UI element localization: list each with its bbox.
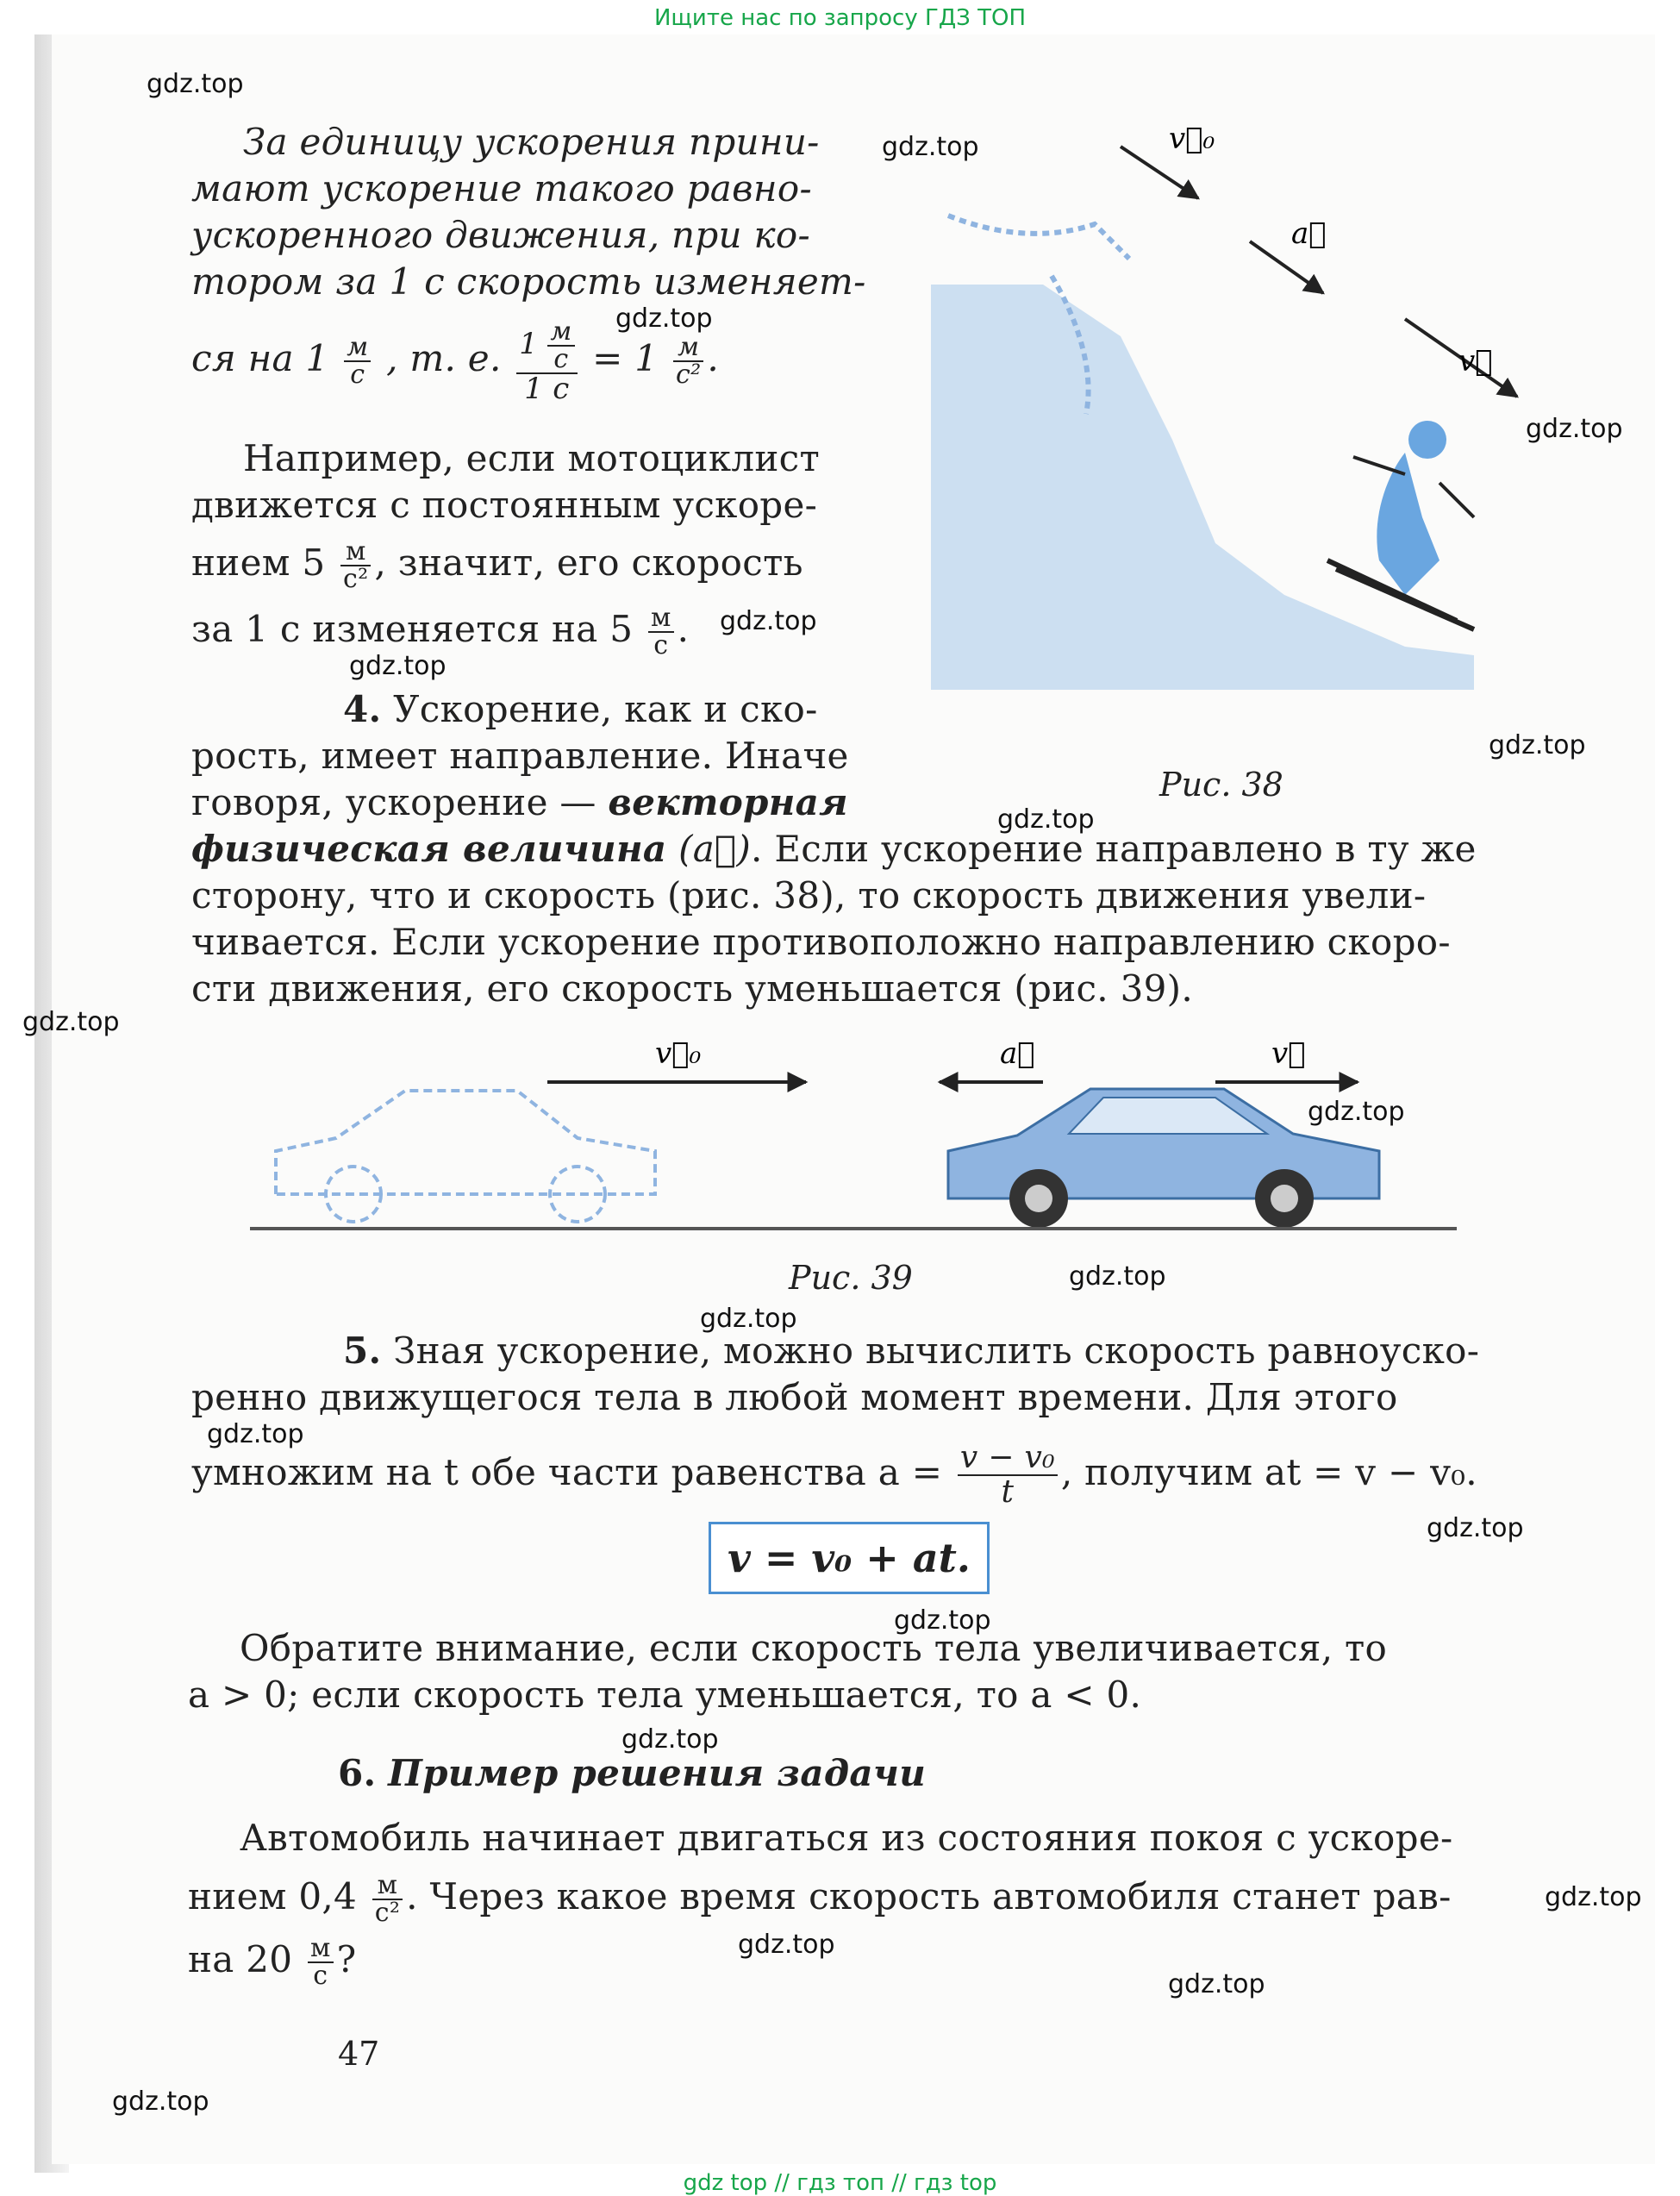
watermark: gdz.top	[207, 1419, 304, 1449]
v0-label: v⃗₀	[1169, 122, 1215, 156]
section4-line: рость, имеет направление. Иначе	[191, 735, 849, 777]
watermark: gdz.top	[147, 69, 244, 99]
fraction-m-per-s2: $\frac{м}{\text{с²}}$	[372, 1873, 403, 1926]
watermark: gdz.top	[700, 1304, 797, 1334]
section6-line-formula: нием 0,4 $\frac{м}{\text{с²}}$ . Через какое время скорость автомобиля станет рав-	[188, 1870, 1452, 1928]
v-label: v⃗	[1271, 1036, 1306, 1071]
watermark: gdz.top	[720, 606, 817, 636]
fraction-m-per-s2: $\frac{м}{\text{с²}}$	[340, 539, 371, 592]
unit-line-formula: ся на 1 $\frac{м}{с}$ , т. е. 1 $\frac{м}{с}$ 1 с = 1 $\frac{м}{\text{с²}}$ .	[191, 316, 720, 406]
unit-line: тором за 1 с скорость изменяет-	[191, 260, 866, 303]
unit-line: ускоренного движения, при ко-	[191, 214, 811, 256]
key-formula-box: v = v₀ + at.	[709, 1522, 990, 1594]
v-label: v⃗	[1458, 344, 1493, 379]
page-number: 47	[338, 2035, 380, 2073]
example-line-formula: нием 5 $\frac{м}{\text{с²}}$ , значит, его скорость	[191, 536, 803, 594]
note-line: a > 0; если скорость тела уменьшается, то a < 0.	[188, 1674, 1142, 1716]
a-label: a⃗	[1291, 216, 1327, 251]
figure-38-caption: Рис. 38	[1159, 766, 1283, 804]
watermark: gdz.top	[1427, 1513, 1524, 1543]
example-line: Например, если мотоциклист	[243, 437, 821, 479]
section4-line: сти движения, его скорость уменьшается (рис. 39).	[191, 967, 1193, 1010]
section6-line-formula: на 20 $\frac{м}{с}$ ?	[188, 1933, 357, 1991]
skier-figure	[1327, 421, 1474, 629]
fraction-m-per-s: $\frac{м}{с}$	[344, 335, 371, 388]
figure-39-caption: Рис. 39	[789, 1259, 913, 1297]
watermark: gdz.top	[1489, 730, 1586, 760]
watermark: gdz.top	[894, 1605, 991, 1636]
watermark: gdz.top	[1545, 1882, 1642, 1912]
section4-line: чивается. Если ускорение противоположно направлению скоро-	[191, 921, 1451, 963]
watermark: gdz.top	[997, 804, 1095, 835]
top-banner[interactable]: Ищите нас по запросу ГДЗ ТОП	[653, 5, 1027, 31]
figure-39-cars	[241, 1022, 1465, 1263]
section5-line: 5. Зная ускорение, можно вычислить скорость равноуско-	[343, 1329, 1480, 1372]
section4-line: сторону, что и скорость (рис. 38), то скорость движения увели-	[191, 874, 1427, 917]
figure-38-skier	[922, 112, 1543, 776]
section5-line-formula: умножим на t обе части равенства a = $\frac{\text{v − v₀}}{t}$ , получим at = v − v₀.	[191, 1440, 1477, 1510]
watermark: gdz.top	[112, 2087, 209, 2117]
watermark: gdz.top	[349, 651, 447, 681]
unit-line: За единицу ускорения прини-	[243, 121, 820, 163]
skier-trace	[948, 216, 1129, 259]
fraction-m-per-s: $\frac{м}{с}$	[308, 1936, 334, 1989]
section4-line: 4. Ускорение, как и ско-	[343, 688, 818, 730]
section6-line: Автомобиль начинает двигаться из состояния покоя с ускоре-	[240, 1817, 1453, 1859]
bottom-banner[interactable]: gdz top // гдз топ // гдз top	[683, 2170, 997, 2196]
watermark: gdz.top	[738, 1930, 835, 1960]
watermark: gdz.top	[22, 1007, 120, 1037]
section4-line: говоря, ускорение — векторная	[191, 781, 848, 823]
example-line-formula: за 1 с изменяется на 5 $\frac{м}{с}$ .	[191, 603, 690, 660]
fraction-m-per-s2: $\frac{м}{\text{с²}}$	[673, 335, 703, 388]
note-line: Обратите внимание, если скорость тела увеличивается, то	[240, 1627, 1388, 1669]
a-label: a⃗	[1000, 1036, 1035, 1071]
watermark: gdz.top	[621, 1724, 719, 1755]
watermark: gdz.top	[882, 132, 979, 162]
unit-line: мают ускорение такого равно-	[191, 167, 812, 210]
fraction-compound: 1 $\frac{м}{с}$ 1 с	[516, 319, 577, 404]
watermark: gdz.top	[1526, 414, 1623, 444]
watermark: gdz.top	[615, 303, 713, 334]
v0-label: v⃗₀	[655, 1036, 702, 1071]
watermark: gdz.top	[1308, 1097, 1405, 1127]
section4-line: физическая величина (a⃗). Если ускорение направлено в ту же	[191, 828, 1477, 870]
fraction-v-minus-v0-over-t: $\frac{\text{v − v₀}}{t}$	[958, 1442, 1058, 1509]
fraction-m-per-s: $\frac{м}{с}$	[648, 605, 674, 659]
watermark: gdz.top	[1168, 1969, 1265, 1999]
section6-heading: 6. Пример решения задачи	[338, 1752, 927, 1794]
blue-car	[948, 1089, 1379, 1228]
section5-line: ренно движущегося тела в любой момент времени. Для этого	[191, 1376, 1398, 1418]
watermark: gdz.top	[1069, 1261, 1166, 1292]
example-line: движется с постоянным ускоре-	[191, 484, 818, 526]
ghost-car	[276, 1091, 655, 1222]
